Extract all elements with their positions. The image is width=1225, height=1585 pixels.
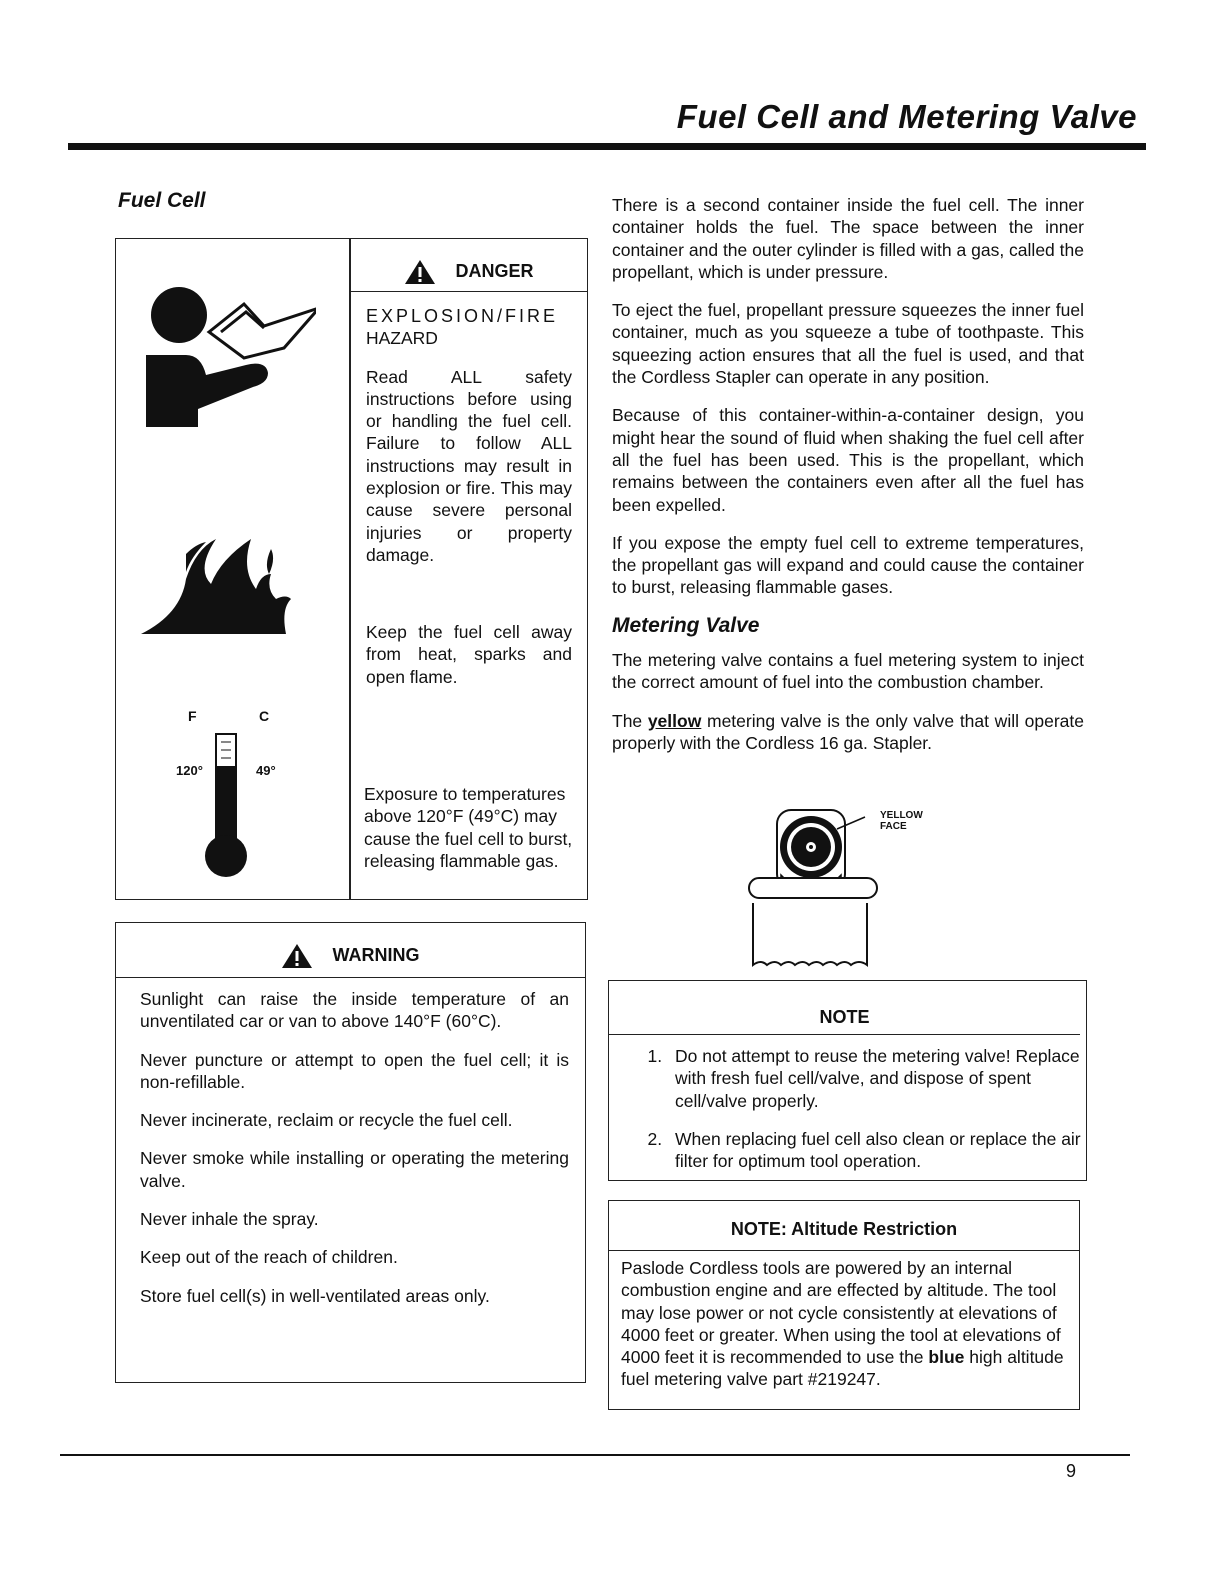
blue-emphasis: blue [928, 1347, 965, 1368]
warning-item: Store fuel cell(s) in well-ventilated areas only. [140, 1285, 490, 1306]
warning-item: Keep out of the reach of children. [140, 1247, 398, 1268]
right-column-text [612, 194, 1084, 770]
thermo-f-label: F [188, 708, 197, 724]
warning-item: Never incinerate, reclaim or recycle the fuel cell. [140, 1110, 513, 1131]
danger-header [351, 239, 587, 292]
note-header: NOTE [609, 1007, 1080, 1035]
paragraph: There is a second container inside the fuel cell. The inner container holds the fuel. The space between the inner container and the outer cylinder is filled with a gas, called the propellant, which is under pressure. [612, 195, 1084, 282]
danger-para1: Read ALL safety instructions before using or handling the fuel cell. Failure to follow ALL instructions may result in explosion or fire. This may cause severe personal injuries or property damage. [366, 366, 572, 565]
warning-triangle-icon [404, 259, 436, 285]
text: Paslode Cordless tools are powered by an internal combustion engine and are effected by altitude. The tool may lose power or not cycle consistently at elevations of 4000 feet or greater. When using the tool at elevations of 4000 feet it is recommended to use the [621, 1258, 1061, 1368]
warning-item: Never puncture or attempt to open the fuel cell; it is non-refillable. [140, 1049, 569, 1092]
yellow-emphasis: yellow [647, 710, 702, 731]
danger-label: DANGER [455, 260, 534, 281]
yellow-face-label [880, 810, 923, 832]
altitude-note-box [608, 1200, 1080, 1410]
paragraph: To eject the fuel, propellant pressure squeezes the inner fuel container, much as you squeeze a tube of toothpaste. This squeezing action ensures that all the fuel is used, and that the Cordless Stapler can operate in any position. [612, 300, 1084, 388]
page-title: Fuel Cell and Metering Valve [676, 98, 1137, 135]
danger-text [366, 305, 572, 566]
text: metering valve is the only valve that will operate properly with the Cordless 16 ga. Stapler. [612, 710, 1084, 753]
warning-label: WARNING [332, 944, 420, 965]
thermometer-icon [204, 732, 248, 880]
metering-paragraph: The metering valve contains a fuel metering system to inject the correct amount of fuel into the combustion chamber. [612, 650, 1084, 693]
fuel-cell-heading: Fuel Cell [118, 189, 206, 212]
note-item: 1. Do not attempt to reuse the metering valve! Replace with fresh fuel cell/valve, and dispose of spent cell/valve properly. [667, 1045, 1086, 1112]
danger-box [115, 238, 588, 900]
text: high altitude fuel metering valve part #219247. [621, 1347, 1064, 1390]
page-number: 9 [1066, 1461, 1077, 1481]
thermo-c-value: 49° [256, 763, 276, 778]
figure-label: YELLOW [880, 810, 923, 821]
paragraph: If you expose the empty fuel cell to extreme temperatures, the propellant gas will expand and could cause the container to burst, releasing flammable gases. [612, 532, 1084, 598]
metering-paragraph-2 [612, 710, 1084, 755]
warning-list [116, 978, 585, 1307]
danger-para3: Exposure to temperatures above 120°F (49°C) may cause the fuel cell to burst, releasing flammable gas. [364, 784, 573, 871]
footer-rule [60, 1454, 1130, 1456]
metering-valve-figure [745, 805, 885, 975]
danger-para2: Keep the fuel cell away from heat, sparks and open flame. [366, 622, 572, 687]
warning-header [116, 923, 585, 978]
note-item: 2. When replacing fuel cell also clean or replace the air filter for optimum tool operation. [667, 1128, 1086, 1173]
flame-icon [141, 539, 311, 644]
warning-item: Never smoke while installing or operating the metering valve. [140, 1148, 569, 1191]
warning-item: Never inhale the spray. [140, 1209, 319, 1230]
text: The [612, 710, 648, 731]
warning-item: Sunlight can raise the inside temperature of an unventilated car or van to above 140°F (60°C). [140, 989, 569, 1032]
hazard-line2: HAZARD [366, 328, 438, 349]
divider [349, 239, 351, 899]
thermo-f-value: 120° [176, 763, 203, 778]
altitude-text [609, 1251, 1079, 1391]
paragraph: Because of this container-within-a-container design, you might hear the sound of fluid when shaking the fuel cell after all the fuel has been used. This is the propellant, which remains between the containers even after all the fuel has been expelled. [612, 405, 1084, 515]
altitude-header: NOTE: Altitude Restriction [609, 1219, 1079, 1251]
note-box [608, 980, 1087, 1181]
warning-box [115, 922, 586, 1383]
metering-valve-heading: Metering Valve [612, 613, 760, 637]
note-list [609, 1045, 1086, 1172]
thermo-c-label: C [259, 708, 270, 724]
figure-label: FACE [880, 821, 907, 832]
hazard-line1: EXPLOSION/FIRE [366, 306, 559, 326]
warning-triangle-icon [281, 943, 313, 969]
read-manual-icon [146, 287, 316, 427]
header-rule [68, 143, 1146, 150]
